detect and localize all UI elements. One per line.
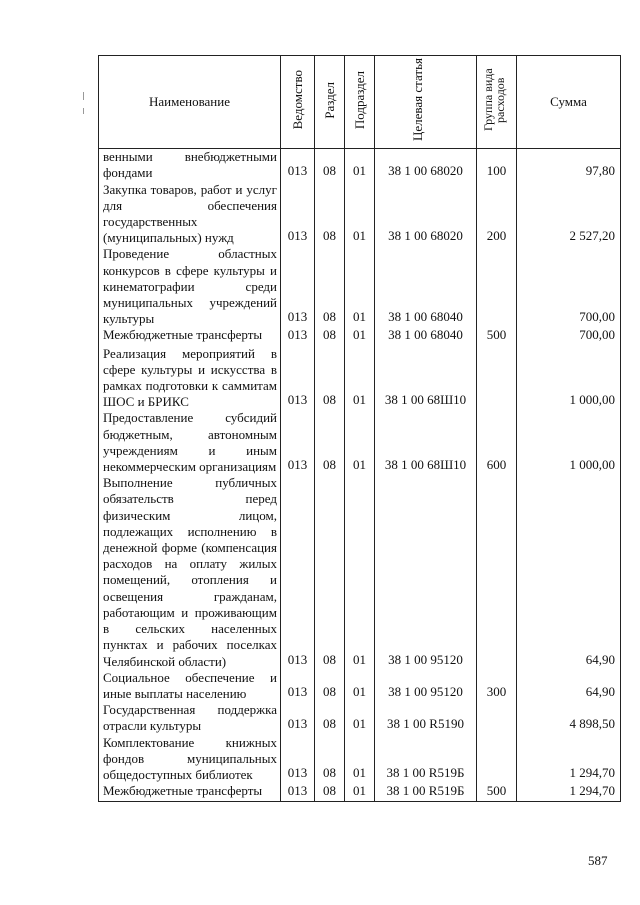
page-number: 587 — [588, 853, 608, 868]
row-gruppa — [477, 346, 517, 411]
row-summa: 64,90 — [517, 670, 621, 702]
header-summa: Сумма — [517, 56, 621, 149]
row-celevaya: 38 1 00 R5190 — [375, 702, 477, 734]
margin-mark — [83, 108, 84, 114]
row-podrazdel: 01 — [345, 182, 375, 247]
row-summa: 97,80 — [517, 149, 621, 182]
row-gruppa: 100 — [477, 149, 517, 182]
table-row — [99, 475, 621, 669]
row-razdel: 08 — [315, 149, 345, 182]
row-name: Государственная поддержка отрасли культуры — [99, 702, 281, 734]
table-row — [99, 246, 621, 327]
row-razdel: 08 — [315, 410, 345, 475]
row-vedomstvo: 013 — [281, 327, 315, 345]
row-razdel: 08 — [315, 182, 345, 247]
row-summa: 4 898,50 — [517, 702, 621, 734]
row-summa: 2 527,20 — [517, 182, 621, 247]
row-gruppa: 500 — [477, 327, 517, 345]
table-row — [99, 670, 621, 702]
row-celevaya: 38 1 00 68020 — [375, 182, 477, 247]
row-gruppa — [477, 735, 517, 784]
row-gruppa: 600 — [477, 410, 517, 475]
row-summa: 700,00 — [517, 327, 621, 345]
row-podrazdel: 01 — [345, 246, 375, 327]
table-row — [99, 735, 621, 784]
row-podrazdel: 01 — [345, 783, 375, 802]
row-name: Проведение областных конкурсов в сфере культуры и кинематографии среди муниципальных учреждений культуры — [99, 246, 281, 327]
table-row — [99, 410, 621, 475]
row-razdel: 08 — [315, 246, 345, 327]
row-name: Комплектование книжных фондов муниципальных общедоступных библиотек — [99, 735, 281, 784]
row-podrazdel: 01 — [345, 475, 375, 669]
row-celevaya: 38 1 00 68040 — [375, 246, 477, 327]
row-gruppa: 500 — [477, 783, 517, 802]
row-vedomstvo: 013 — [281, 182, 315, 247]
row-name: Межбюджетные трансферты — [99, 783, 281, 802]
table-row — [99, 327, 621, 345]
row-razdel: 08 — [315, 702, 345, 734]
row-celevaya: 38 1 00 95120 — [375, 475, 477, 669]
row-summa: 1 294,70 — [517, 783, 621, 802]
row-razdel: 08 — [315, 346, 345, 411]
row-vedomstvo: 013 — [281, 670, 315, 702]
row-podrazdel: 01 — [345, 346, 375, 411]
table-row — [99, 702, 621, 734]
row-razdel: 08 — [315, 670, 345, 702]
row-gruppa: 300 — [477, 670, 517, 702]
row-gruppa — [477, 475, 517, 669]
row-vedomstvo: 013 — [281, 475, 315, 669]
row-celevaya: 38 1 00 68020 — [375, 149, 477, 182]
table-header-row — [99, 56, 621, 149]
row-name: Закупка товаров, работ и услуг для обеспечения государственных (муниципальных) нужд — [99, 182, 281, 247]
header-vedomstvo: Ведомство — [281, 56, 315, 149]
row-celevaya: 38 1 00 R519Б — [375, 783, 477, 802]
row-podrazdel: 01 — [345, 702, 375, 734]
budget-table — [98, 55, 621, 802]
row-name: Реализация мероприятий в сфере культуры и искусства в рамках подготовки к саммитам ШОС и БРИКС — [99, 346, 281, 411]
header-celevaya: Целевая статья — [375, 56, 477, 149]
table-row — [99, 346, 621, 411]
row-gruppa: 200 — [477, 182, 517, 247]
row-podrazdel: 01 — [345, 410, 375, 475]
row-summa: 700,00 — [517, 246, 621, 327]
row-celevaya: 38 1 00 R519Б — [375, 735, 477, 784]
header-gruppa: Группа вида расходов — [477, 56, 517, 149]
row-summa: 1 294,70 — [517, 735, 621, 784]
header-name: Наименование — [99, 56, 281, 149]
row-podrazdel: 01 — [345, 149, 375, 182]
row-vedomstvo: 013 — [281, 149, 315, 182]
row-name: Предоставление субсидий бюджетным, автономным учреждениям и иным некоммерческим организациям — [99, 410, 281, 475]
row-summa: 64,90 — [517, 475, 621, 669]
row-vedomstvo: 013 — [281, 410, 315, 475]
row-razdel: 08 — [315, 327, 345, 345]
row-gruppa — [477, 702, 517, 734]
row-razdel: 08 — [315, 783, 345, 802]
row-name: Социальное обеспечение и иные выплаты населению — [99, 670, 281, 702]
row-podrazdel: 01 — [345, 670, 375, 702]
margin-mark — [83, 92, 84, 100]
row-razdel: 08 — [315, 735, 345, 784]
row-razdel: 08 — [315, 475, 345, 669]
row-vedomstvo: 013 — [281, 702, 315, 734]
table-row — [99, 783, 621, 802]
row-gruppa — [477, 246, 517, 327]
row-name: Выполнение публичных обязательств перед физическим лицом, подлежащих исполнению в денежной форме (компенсация расходов на оплату жилых помещений, отопления и освещения гражданам, работающим и проживающим в сельских населенных пунктах и рабочих поселках Челябинской области) — [99, 475, 281, 669]
table-row — [99, 182, 621, 247]
row-vedomstvo: 013 — [281, 346, 315, 411]
row-summa: 1 000,00 — [517, 410, 621, 475]
row-vedomstvo: 013 — [281, 246, 315, 327]
row-summa: 1 000,00 — [517, 346, 621, 411]
row-podrazdel: 01 — [345, 735, 375, 784]
row-vedomstvo: 013 — [281, 783, 315, 802]
row-celevaya: 38 1 00 68Ш10 — [375, 410, 477, 475]
header-podrazdel: Подраздел — [345, 56, 375, 149]
row-celevaya: 38 1 00 68Ш10 — [375, 346, 477, 411]
header-razdel: Раздел — [315, 56, 345, 149]
row-celevaya: 38 1 00 95120 — [375, 670, 477, 702]
table-row — [99, 149, 621, 182]
row-name: Межбюджетные трансферты — [99, 327, 281, 345]
row-name: венными внебюджетными фондами — [99, 149, 281, 182]
row-celevaya: 38 1 00 68040 — [375, 327, 477, 345]
row-vedomstvo: 013 — [281, 735, 315, 784]
row-podrazdel: 01 — [345, 327, 375, 345]
